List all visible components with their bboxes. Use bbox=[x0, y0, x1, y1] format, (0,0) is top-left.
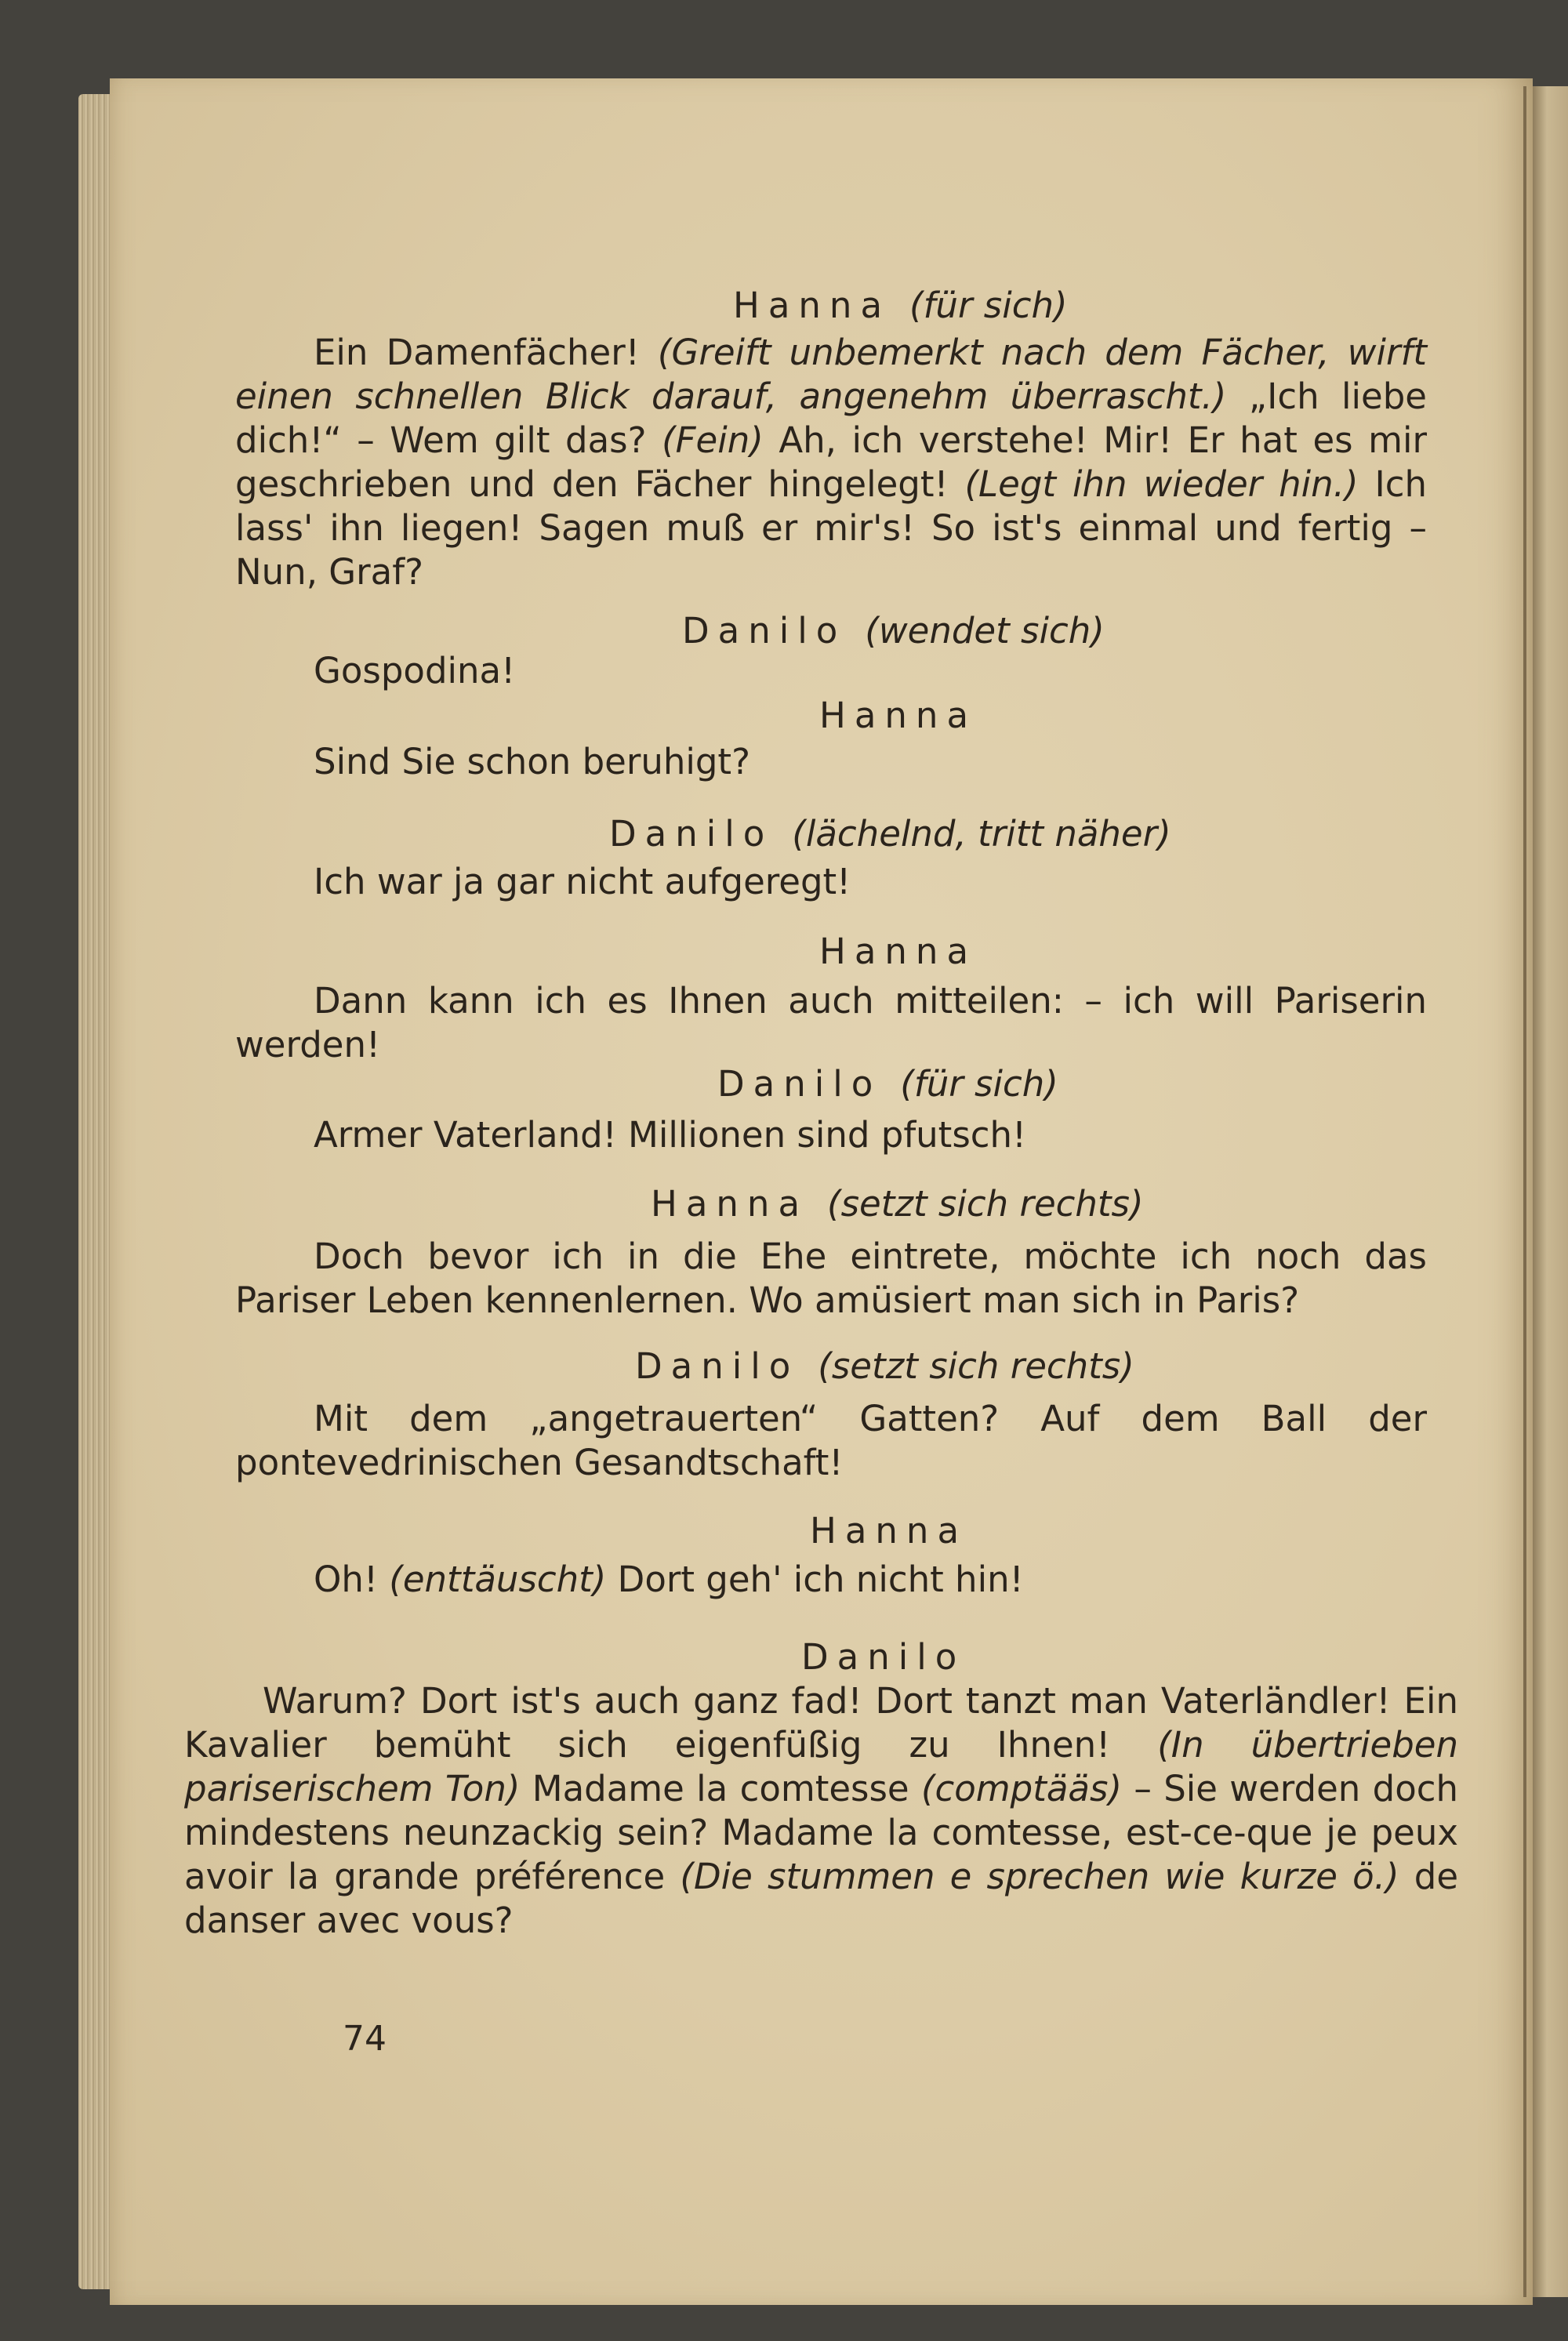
speaker-heading bbox=[819, 694, 996, 738]
dialogue-paragraph bbox=[235, 979, 1427, 1067]
spoken-text: – Sie werden doch mindestens neunzackig sein? Madame la comtesse, est-ce-que je peux avoir la grande préférence bbox=[184, 1768, 1458, 1897]
dialogue-line bbox=[235, 1397, 1427, 1485]
speaker-heading bbox=[682, 609, 1105, 653]
inline-stage-direction: (Fein) bbox=[662, 419, 764, 461]
spoken-text: Madame la comtesse bbox=[520, 1768, 921, 1809]
dialogue-paragraph bbox=[235, 1397, 1427, 1485]
inline-stage-direction: (comptääs) bbox=[920, 1768, 1122, 1809]
speaker-name: Hanna bbox=[733, 285, 891, 326]
dialogue-paragraph bbox=[235, 1235, 1427, 1323]
stage-direction: (für sich) bbox=[909, 285, 1068, 326]
page-gutter bbox=[1523, 86, 1526, 2297]
dialogue-paragraph bbox=[235, 740, 1427, 784]
spoken-text: Sind Sie schon beruhigt? bbox=[314, 741, 750, 782]
spoken-text: Doch bevor ich in die Ehe eintrete, möchte ich noch das Pariser Leben kennenlernen. Wo amüsiert man sich in Paris? bbox=[235, 1236, 1427, 1321]
speaker-name: Danilo bbox=[717, 1063, 882, 1105]
spoken-text: „Ich liebe dich!“ – Wem gilt das? bbox=[235, 376, 1427, 461]
dialogue-paragraph bbox=[235, 1113, 1427, 1157]
dialogue-paragraph bbox=[235, 649, 1427, 693]
speaker-name: Hanna bbox=[819, 695, 978, 736]
speaker-heading bbox=[819, 930, 996, 974]
speaker-heading bbox=[733, 284, 1068, 328]
spoken-text: Gospodina! bbox=[314, 650, 516, 691]
spoken-text: de danser avec vous? bbox=[184, 1856, 1459, 1941]
stage-direction: (setzt sich rechts) bbox=[818, 1345, 1134, 1387]
inline-stage-direction: (enttäuscht) bbox=[389, 1559, 607, 1600]
dialogue-line bbox=[235, 649, 1427, 693]
stage-direction: (lächelnd, tritt näher) bbox=[792, 813, 1171, 855]
inline-stage-direction: (Greift unbemerkt nach dem Fächer, wirft einen schnellen Blick darauf, angenehm überrascht.) bbox=[235, 332, 1427, 417]
dialogue-line bbox=[235, 1558, 1427, 1602]
inline-stage-direction: (Die stummen e sprechen wie kurze ö.) bbox=[680, 1856, 1399, 1897]
inline-stage-direction: (In übertrieben pariserischem Ton) bbox=[184, 1724, 1458, 1809]
spoken-text: Warum? Dort ist's auch ganz fad! Dort tanzt man Vaterländler! Ein Kavalier bemüht sich eigenfüßig zu Ihnen! bbox=[184, 1680, 1458, 1766]
dialogue-line bbox=[235, 740, 1427, 784]
speaker-heading bbox=[651, 1182, 1144, 1226]
stage-direction: (wendet sich) bbox=[865, 610, 1105, 651]
stage-direction: (für sich) bbox=[900, 1063, 1058, 1105]
dialogue-line bbox=[235, 1113, 1427, 1157]
speaker-heading bbox=[801, 1635, 984, 1679]
next-page-edge bbox=[1533, 86, 1568, 2297]
spoken-text: Dort geh' ich nicht hin! bbox=[606, 1559, 1024, 1600]
spoken-text: Armer Vaterland! Millionen sind pfutsch! bbox=[314, 1114, 1027, 1156]
speaker-heading bbox=[717, 1062, 1058, 1106]
stage-direction: (setzt sich rechts) bbox=[827, 1183, 1144, 1225]
speaker-name: Danilo bbox=[682, 610, 847, 651]
speaker-name: Danilo bbox=[635, 1345, 800, 1387]
dialogue-paragraph bbox=[235, 860, 1427, 904]
dialogue-line bbox=[235, 860, 1427, 904]
speaker-heading bbox=[635, 1345, 1134, 1388]
spoken-text: Oh! bbox=[314, 1559, 390, 1600]
speaker-name: Danilo bbox=[801, 1636, 966, 1678]
speaker-name: Hanna bbox=[651, 1183, 809, 1225]
dialogue-paragraph bbox=[235, 1558, 1427, 1602]
speaker-name: Hanna bbox=[810, 1510, 968, 1552]
dialogue-paragraph bbox=[184, 1679, 1458, 1943]
speaker-heading bbox=[810, 1509, 986, 1553]
spoken-text: Mit dem „angetrauerten“ Gatten? Auf dem Ball der pontevedrinischen Gesandtschaft! bbox=[235, 1398, 1427, 1483]
spoken-text: Dann kann ich es Ihnen auch mitteilen: – ich will Pariserin werden! bbox=[235, 980, 1427, 1065]
inline-stage-direction: (Legt ihn wieder hin.) bbox=[964, 463, 1359, 505]
page-number: 74 bbox=[343, 2019, 387, 2059]
spoken-text: Ein Damenfächer! bbox=[314, 332, 658, 373]
speaker-name: Hanna bbox=[819, 931, 978, 972]
dialogue-line bbox=[235, 331, 1427, 594]
dialogue-paragraph bbox=[235, 331, 1427, 594]
speaker-name: Danilo bbox=[609, 813, 774, 855]
dialogue-line bbox=[235, 1235, 1427, 1323]
dialogue-line bbox=[235, 979, 1427, 1067]
spoken-text: Ich lass' ihn liegen! Sagen muß er mir's! So ist's einmal und fertig – Nun, Graf? bbox=[235, 463, 1428, 593]
spoken-text: Ah, ich verstehe! Mir! Er hat es mir geschrieben und den Fächer hingelegt! bbox=[235, 419, 1428, 505]
dialogue-line bbox=[184, 1679, 1458, 1943]
speaker-heading bbox=[609, 812, 1171, 856]
spoken-text: Ich war ja gar nicht aufgeregt! bbox=[314, 861, 851, 902]
